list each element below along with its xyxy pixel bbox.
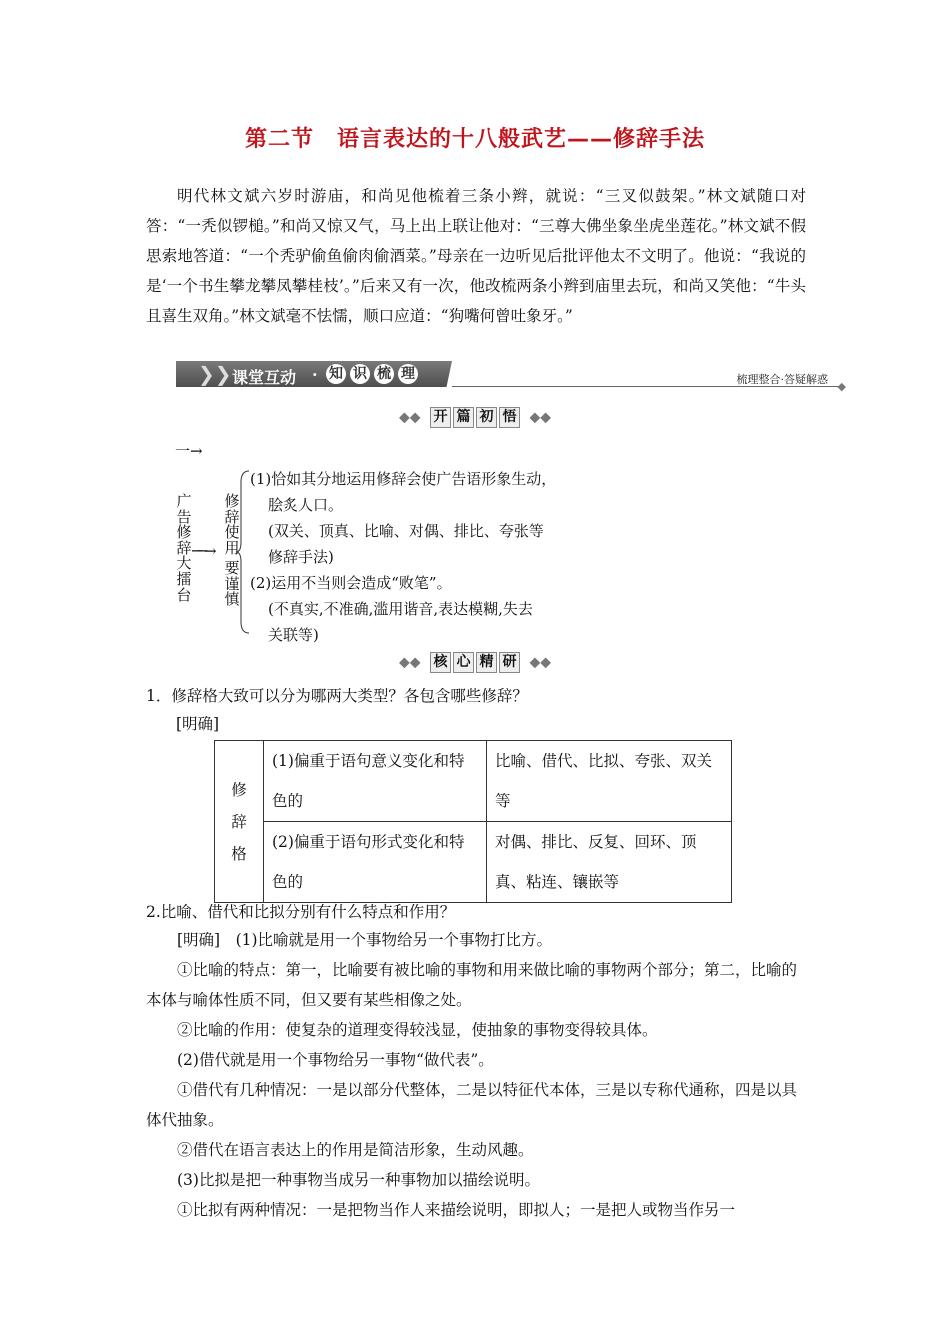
banner-dot: · xyxy=(312,365,318,384)
diagram-items xyxy=(250,466,610,648)
mid-col-char: 要 xyxy=(224,559,240,577)
mid-col-char: 用 xyxy=(224,538,240,557)
banner-circle-2: 识 xyxy=(350,364,370,384)
subheader-char: 初 xyxy=(476,407,497,428)
left-col-char: 擂 xyxy=(176,569,192,588)
head-char: 辞 xyxy=(231,812,247,831)
left-col-char: 告 xyxy=(176,507,192,526)
subheader-char: 篇 xyxy=(453,407,474,428)
diagram-brace xyxy=(236,470,250,634)
banner-right-label: 梳理整合·答疑解惑 xyxy=(736,373,828,386)
subheader-char: 开 xyxy=(430,407,451,428)
chevron-right-icon: ❯❯ xyxy=(198,362,232,386)
subheader-char: 精 xyxy=(476,652,497,673)
arrow-right-icon: → xyxy=(190,442,203,460)
diamond-left-icon: ◆◆ xyxy=(399,409,421,426)
diagram-item: (不真实,不准确,滥用谐音,表达模糊,失去 xyxy=(268,600,533,618)
table-cell-examples: 对偶、排比、反复、回环、顶真、粘连、镶嵌等 xyxy=(487,822,732,903)
dash-text: 一 xyxy=(175,442,191,460)
answer-line: ①比喻的特点：第一，比喻要有被比喻的事物和用来做比喻的事物两个部分；第二，比喻的本体与喻体性质不同，但又要有某些相像之处。 xyxy=(146,961,798,1009)
answer-line: ②借代在语言表达上的作用是简洁形象，生动风趣。 xyxy=(177,1141,534,1159)
diagram-item: (2)运用不当则会造成“败笔”。 xyxy=(250,574,452,592)
subheader-char: 核 xyxy=(430,652,451,673)
subheader-hexin xyxy=(0,652,950,673)
subheader-char: 心 xyxy=(453,652,474,673)
diamond-right-icon: ◆◆ xyxy=(529,654,551,671)
table-row xyxy=(215,741,732,822)
diagram-item: 关联等) xyxy=(268,626,319,644)
banner-circle-1: 知 xyxy=(326,364,346,384)
diagram-left-column xyxy=(176,494,192,603)
subheader-char: 研 xyxy=(499,652,520,673)
question-1: 1．修辞格大致可以分为哪两大类型？各包含哪些修辞？ xyxy=(146,687,528,705)
table-head-cell xyxy=(215,741,264,903)
table-cell-examples: 比喻、借代、比拟、夸张、双关等 xyxy=(487,741,732,822)
banner-circle-3: 梳 xyxy=(374,364,394,384)
mid-col-char: 谨 xyxy=(224,574,240,593)
left-col-char: 广 xyxy=(176,492,192,510)
mid-col-char: 慎 xyxy=(224,590,240,609)
question-2: 2.比喻、借代和比拟分别有什么特点和作用？ xyxy=(146,903,456,921)
diamond-icon: ◆ xyxy=(837,380,846,393)
diagram-arrow: ──→ xyxy=(192,542,214,560)
left-col-char: 大 xyxy=(176,554,192,573)
mid-col-char: 辞 xyxy=(224,507,240,526)
left-col-char: 台 xyxy=(176,585,192,604)
table-row xyxy=(215,822,732,903)
answer-line: [明确] (1)比喻就是用一个事物给另一个事物打比方。 xyxy=(177,931,553,949)
answer-line: ①借代有几种情况：一是以部分代整体，二是以特征代本体，三是以专称代通称，四是以具体代抽象。 xyxy=(146,1081,798,1129)
answer-line: (2)借代就是用一个事物给另一事物“做代表”。 xyxy=(177,1051,494,1069)
diagram-heading-dash xyxy=(175,440,203,461)
left-col-char: 辞 xyxy=(176,538,192,557)
table-cell-type: (2)偏重于语句形式变化和特色的 xyxy=(264,822,487,903)
diagram-item: 修辞手法) xyxy=(268,548,334,566)
rhetoric-table xyxy=(214,740,732,903)
head-char: 格 xyxy=(231,844,247,863)
subheader-kaipian xyxy=(0,407,950,428)
section-banner xyxy=(176,361,846,391)
diamond-right-icon: ◆◆ xyxy=(529,409,551,426)
diamond-left-icon: ◆◆ xyxy=(399,654,421,671)
subheader-char: 悟 xyxy=(499,407,520,428)
page-title: 第二节 语言表达的十八般武艺——修辞手法 xyxy=(244,127,705,152)
left-col-char: 修 xyxy=(176,523,192,542)
diagram-item: (双关、顶真、比喻、对偶、排比、夸张等 xyxy=(268,522,544,540)
table-cell-type: (1)偏重于语句意义变化和特色的 xyxy=(264,741,487,822)
question-1-answer-label: [明确] xyxy=(176,715,220,733)
mid-col-char: 使 xyxy=(224,523,240,542)
question-2-answer xyxy=(146,925,806,1225)
head-char: 修 xyxy=(231,780,247,799)
answer-line: ①比拟有两种情况：一是把物当作人来描绘说明，即拟人；一是把人或物当作另一 xyxy=(177,1201,736,1219)
answer-line: (3)比拟是把一种事物当成另一种事物加以描绘说明。 xyxy=(177,1171,540,1189)
banner-label: 课堂互动 xyxy=(232,368,297,387)
diagram-item: 脍炙人口。 xyxy=(268,496,344,514)
intro-paragraph: 明代林文斌六岁时游庙，和尚见他梳着三条小辫，就说：“三叉似鼓架。”林文斌随口对答：“一秃似锣槌。”和尚又惊又气，马上出上联让他对：“三尊大佛坐象坐虎坐莲花。”林文斌不假思索地答道：“一个秃驴偷鱼偷肉偷酒菜。”母亲在一边听见后批评他太不文明了。他说：“我说的是‘一个书生攀龙攀凤攀桂枝’。”后来又有一次，他改梳两条小辫到庙里去玩，和尚又笑他：“牛头且喜生双角。”林文斌毫不怯懦，顺口应道：“狗嘴何曾吐象牙。” xyxy=(146,187,806,325)
mid-col-char: 修 xyxy=(224,492,240,510)
answer-line: ②比喻的作用：使复杂的道理变得较浅显，使抽象的事物变得较具体。 xyxy=(177,1021,658,1039)
banner-circle-4: 理 xyxy=(398,364,418,384)
diagram-item: (1)恰如其分地运用修辞会使广告语形象生动， xyxy=(250,470,557,488)
